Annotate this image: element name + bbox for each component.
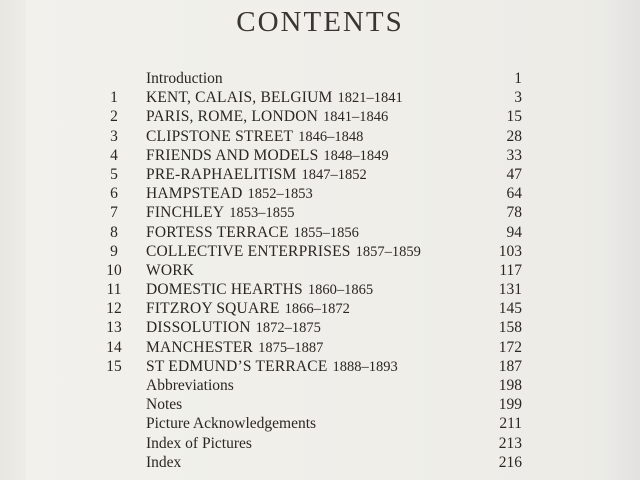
chapter-title: COLLECTIVE ENTERPRISES <box>146 242 351 260</box>
chapter-title: FITZROY SQUARE <box>146 300 280 318</box>
chapter-title: DOMESTIC HEARTHS <box>146 281 303 299</box>
chapter-title: PRE-RAPHAELITISM <box>146 165 297 183</box>
chapter-heading <box>146 146 389 166</box>
toc-entry-label: Abbreviations <box>146 377 234 394</box>
toc-chapter-row <box>96 357 526 376</box>
toc-chapter-row <box>96 203 526 222</box>
chapter-title: CLIPSTONE STREET <box>146 127 294 145</box>
chapter-heading <box>146 88 403 108</box>
chapter-dates: 1875–1887 <box>258 339 324 356</box>
chapter-title: ST EDMUND’S TERRACE <box>146 357 328 375</box>
toc-chapter-row <box>96 338 526 357</box>
toc-chapter-row <box>96 146 526 165</box>
toc-chapter-row <box>96 165 526 184</box>
chapter-number: 9 <box>110 242 118 260</box>
chapter-heading <box>146 184 313 204</box>
toc-chapter-row <box>96 184 526 203</box>
toc-chapter-row <box>96 299 526 318</box>
chapter-heading <box>146 357 398 377</box>
chapter-dates: 1866–1872 <box>284 301 350 318</box>
chapter-dates: 1841–1846 <box>323 109 389 126</box>
chapter-number: 11 <box>106 281 122 299</box>
chapter-heading <box>146 223 359 243</box>
toc-page-number: 211 <box>499 415 522 433</box>
toc-page-number: 187 <box>498 357 522 375</box>
toc-page-number: 117 <box>499 261 522 279</box>
toc-page-number: 94 <box>506 223 522 241</box>
chapter-number: 2 <box>110 108 118 126</box>
chapter-title: HAMPSTEAD <box>146 185 243 203</box>
chapter-title: MANCHESTER <box>146 338 254 356</box>
toc-page-number: 78 <box>506 204 522 222</box>
toc-entry-label: Index of Pictures <box>146 434 252 452</box>
toc-row-index <box>96 453 526 472</box>
toc-row-index-of-pictures <box>96 434 526 453</box>
chapter-number: 12 <box>106 300 122 318</box>
toc-row-notes <box>96 395 526 414</box>
toc-page-number: 199 <box>498 396 522 414</box>
chapter-dates: 1872–1875 <box>255 320 321 337</box>
toc-page-number: 131 <box>498 281 522 299</box>
chapter-dates: 1860–1865 <box>307 282 374 299</box>
toc-row-abbreviations <box>96 376 526 395</box>
page-edge <box>606 0 640 480</box>
table-of-contents <box>96 69 526 472</box>
toc-page-number: 198 <box>498 377 522 394</box>
toc-chapter-row <box>96 127 526 146</box>
toc-chapter-row <box>96 318 526 337</box>
chapter-heading <box>146 318 321 338</box>
toc-chapter-row <box>96 280 526 299</box>
toc-chapter-row <box>96 261 526 280</box>
chapter-number: 10 <box>106 261 122 279</box>
toc-page-number: 47 <box>506 165 522 183</box>
chapter-heading <box>146 107 388 127</box>
chapter-heading <box>146 127 363 147</box>
toc-entry-label: Notes <box>146 396 183 414</box>
chapter-dates: 1848–1849 <box>323 147 389 164</box>
chapter-heading <box>146 261 199 281</box>
chapter-title: FORTESS TERRACE <box>146 223 289 241</box>
toc-page-number: 216 <box>498 453 522 471</box>
chapter-heading <box>146 280 373 300</box>
chapter-number: 3 <box>110 127 118 145</box>
toc-page-number: 213 <box>498 434 522 452</box>
chapter-number: 15 <box>106 357 122 375</box>
toc-page-number: 1 <box>514 70 522 87</box>
toc-page-number: 28 <box>506 127 522 145</box>
chapter-title: KENT, CALAIS, BELGIUM <box>146 89 333 107</box>
chapter-number: 1 <box>110 89 118 107</box>
toc-chapter-row <box>96 88 526 107</box>
toc-row-introduction <box>96 69 526 88</box>
chapter-dates: 1853–1855 <box>229 205 295 222</box>
chapter-dates: 1855–1856 <box>293 224 359 241</box>
toc-chapter-row <box>96 107 526 126</box>
toc-page-number: 64 <box>506 185 522 203</box>
toc-entry-label: Picture Acknowledgements <box>146 415 317 433</box>
toc-page-number: 15 <box>506 108 522 126</box>
page-gutter <box>0 0 26 480</box>
chapter-heading <box>146 299 350 319</box>
chapter-heading <box>146 165 367 185</box>
toc-page-number: 3 <box>514 89 522 107</box>
chapter-heading <box>146 203 295 223</box>
chapter-dates: 1857–1859 <box>355 243 421 260</box>
chapter-title: FINCHLEY <box>146 204 225 222</box>
chapter-number: 4 <box>110 146 118 164</box>
toc-chapter-row <box>96 223 526 242</box>
toc-entry-label: Index <box>146 453 182 471</box>
chapter-number: 6 <box>110 185 118 203</box>
chapter-number: 14 <box>106 338 122 356</box>
toc-page-number: 158 <box>498 319 522 337</box>
page-title: CONTENTS <box>236 6 404 38</box>
toc-entry-label: Introduction <box>146 70 223 87</box>
toc-chapter-row <box>96 242 526 261</box>
chapter-number: 8 <box>110 223 118 241</box>
chapter-dates: 1821–1841 <box>337 90 403 107</box>
chapter-dates: 1847–1852 <box>301 166 367 183</box>
chapter-heading <box>146 338 323 358</box>
chapter-number: 7 <box>110 204 118 222</box>
chapter-dates: 1852–1853 <box>247 186 313 203</box>
chapter-title: DISSOLUTION <box>146 319 251 337</box>
chapter-dates: 1846–1848 <box>298 128 364 145</box>
chapter-title: PARIS, ROME, LONDON <box>146 108 319 126</box>
toc-page-number: 33 <box>506 146 522 164</box>
chapter-number: 5 <box>110 165 118 183</box>
chapter-number: 13 <box>106 319 122 337</box>
toc-page-number: 172 <box>498 338 522 356</box>
toc-page-number: 145 <box>498 300 522 318</box>
toc-row-picture-acknowledgements <box>96 414 526 433</box>
chapter-title: FRIENDS AND MODELS <box>146 146 319 164</box>
chapter-heading <box>146 242 421 262</box>
chapter-dates: 1888–1893 <box>332 358 398 375</box>
chapter-title: WORK <box>146 261 195 279</box>
toc-page-number: 103 <box>498 242 522 260</box>
